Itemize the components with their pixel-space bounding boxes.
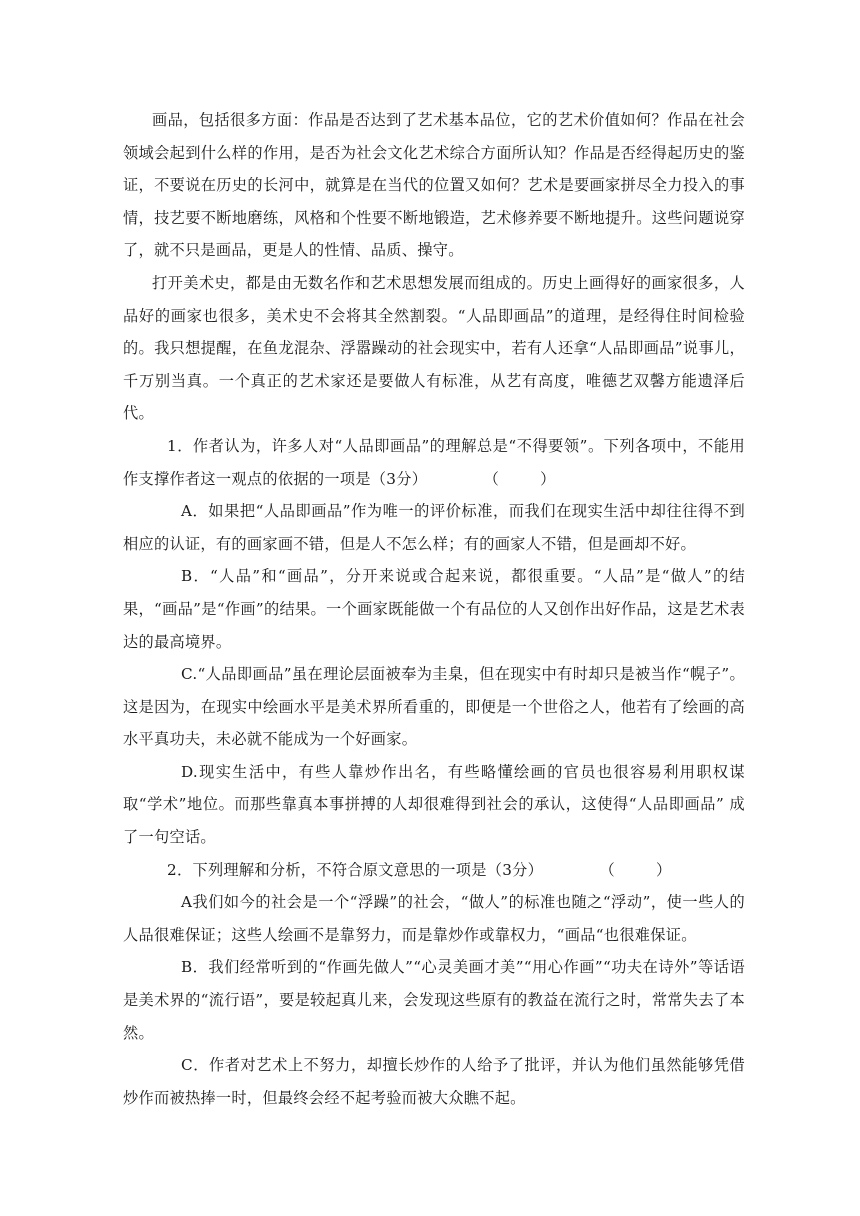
document-page — [123, 104, 745, 1114]
question-option: B．“人品”和“画品”，分开来说或合起来说，都很重要。“人品”是“做人”的结果，“画品”是“作画”的结果。一个画家既能做一个有品位的人又创作出好作品，这是艺术表达的最高境界。 — [123, 567, 745, 651]
passage-paragraph: 打开美术史，都是由无数名作和艺术思想发展而组成的。历史上画得好的画家很多，人品好的画家也很多，美术史不会将其全然割裂。“人品即画品”的道理，是经得住时间检验的。我只想提醒，在鱼龙混杂、浮嚣躁动的社会现实中，若有人还拿“人品即画品”说事儿，千万别当真。一个真正的艺术家还是要做人有标准，从艺有高度，唯德艺双馨方能遗泽后代。 — [123, 273, 745, 423]
question-stem: 1．作者认为，许多人对“人品即画品”的理解总是“不得要领”。下列各项中，不能用作支撑作者这一观点的依据的一项是（3分） （ ） — [123, 436, 745, 488]
question-option: C.“人品即画品”虽在理论层面被奉为圭臬，但在现实中有时却只是被当作“幌子”。这是因为，在现实中绘画水平是美术界所看重的，即便是一个世俗之人，他若有了绘画的高水平真功夫，未必就不能成为一个好画家。 — [123, 665, 745, 749]
question-option: B．我们经常听到的“作画先做人”“心灵美画才美”“用心作画”“功夫在诗外”等话语是美术界的“流行语”，要是较起真儿来，会发现这些原有的教益在流行之时，常常失去了本然。 — [123, 958, 745, 1042]
question-option: A我们如今的社会是一个“浮躁”的社会，“做人”的标准也随之“浮动”，使一些人的人品很难保证；这些人绘画不是靠努力，而是靠炒作或靠权力，“画品“也很难保证。 — [123, 893, 745, 944]
question-option: C．作者对艺术上不努力，却擅长炒作的人给予了批评，并认为他们虽然能够凭借炒作而被热捧一时，但最终会经不起考验而被大众瞧不起。 — [123, 1056, 745, 1107]
question-option: A．如果把“人品即画品”作为唯一的评价标准，而我们在现实生活中却往往得不到相应的认证，有的画家画不错，但是人不怎么样；有的画家人不错，但是画却不好。 — [123, 502, 745, 553]
passage-paragraph: 画品，包括很多方面：作品是否达到了艺术基本品位，它的艺术价值如何？作品在社会领域会起到什么样的作用，是否为社会文化艺术综合方面所认知？作品是否经得起历史的鉴证，不要说在历史的长河中，就算是在当代的位置又如何？艺术是要画家拼尽全力投入的事情，技艺要不断地磨练，风格和个性要不断地锻造，艺术修养要不断地提升。这些问题说穿了，就不只是画品，更是人的性情、品质、操守。 — [123, 111, 745, 260]
question-option: D.现实生活中，有些人靠炒作出名，有些略懂绘画的官员也很容易利用职权谋取“学术”地位。而那些靠真本事拼搏的人却很难得到社会的承认，这使得“人品即画品” 成了一句空话。 — [123, 762, 745, 847]
question-stem: 2．下列理解和分析，不符合原文意思的一项是（3分） （ ） — [167, 860, 672, 879]
